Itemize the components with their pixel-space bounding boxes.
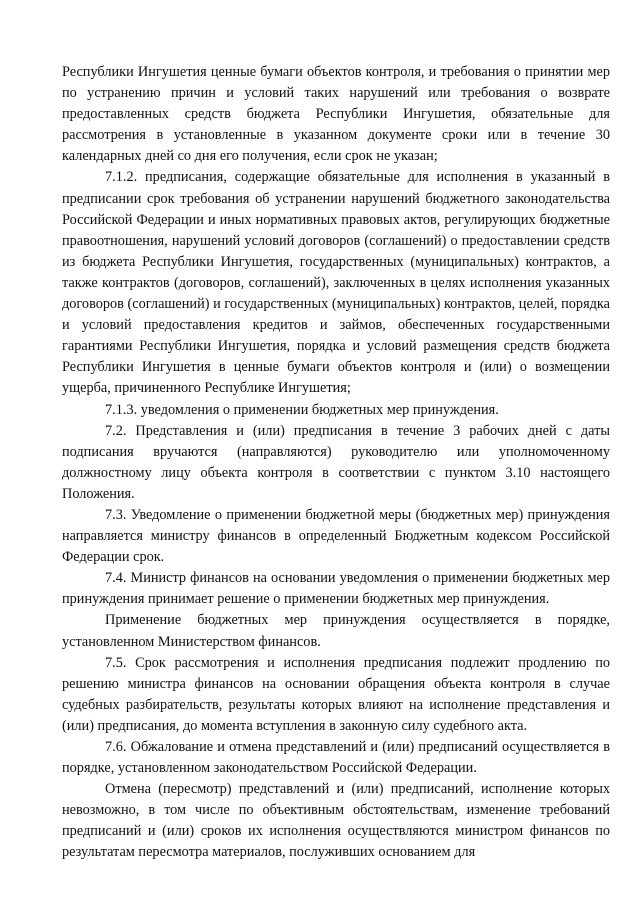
paragraph-7-3: 7.3. Уведомление о применении бюджетной меры (бюджетных мер) принуждения направляется министру финансов в определенный Бюджетным кодексом Российской Федерации срок. bbox=[62, 506, 610, 566]
paragraph-7-2: 7.2. Представления и (или) предписания в течение 3 рабочих дней с даты подписания вручаются (направляются) руководителю или уполномоченному должностному лицу объекта контроля в соответствии с пунктом 3.10 настоящего Положения. bbox=[62, 422, 610, 502]
paragraph-7-6: 7.6. Обжалование и отмена представлений и (или) предписаний осуществляется в порядке, установленном законодательством Российской Федерации. bbox=[62, 739, 610, 777]
paragraph-cancellation: Отмена (пересмотр) представлений и (или) предписаний, исполнение которых невозможно, в том числе по объективным обстоятельствам, изменение требований предписаний и (или) сроков их исполнения осуществляются министром финансов по результатам пересмотра материалов, послуживших основанием для bbox=[62, 781, 610, 861]
paragraph-7-1-3: 7.1.3. уведомления о применении бюджетных мер принуждения. bbox=[105, 401, 499, 418]
paragraph-continuation: Республики Ингушетия ценные бумаги объектов контроля, и требования о принятии мер по устранению причин и условий таких нарушений или требования о возврате предоставленных средств бюджета Республики Ингушетия, обязательные для рассмотрения в установленные в указанном документе сроки или в течение 30 календарных дней со дня его получения, если срок не указан; bbox=[62, 64, 610, 165]
paragraph-7-5: 7.5. Срок рассмотрения и исполнения предписания подлежит продлению по решению министра финансов на основании обращения объекта контроля в случае судебных разбирательств, результаты которых влияют на исполнение представления и (или) предписания, до момента вступления в законную силу судебного акта. bbox=[62, 654, 610, 734]
paragraph-7-4: 7.4. Министр финансов на основании уведомления о применении бюджетных мер принуждения принимает решение о применении бюджетных мер принуждения. bbox=[62, 570, 610, 608]
paragraph-application-order: Применение бюджетных мер принуждения осуществляется в порядке, установленном Министерством финансов. bbox=[62, 612, 610, 650]
document-page bbox=[62, 62, 610, 864]
paragraph-7-1-2: 7.1.2. предписания, содержащие обязательные для исполнения в указанный в предписании срок требования об устранении нарушений бюджетного законодательства Российской Федерации и иных нормативных правовых актов, регулирующих бюджетные правоотношения, нарушений условий договоров (соглашений) о предоставлении средств из бюджета Республики Ингушетия, государственных (муниципальных) контрактов, а также контрактов (договоров, соглашений), заключенных в целях исполнения указанных договоров (соглашений) и государственных (муниципальных) контрактов, целей, порядка и условий предоставления кредитов и займов, обеспеченных государственными гарантиями Республики Ингушетия, порядка и условий размещения средств бюджета Республики Ингушетия в ценные бумаги объектов контроля и (или) о возмещении ущерба, причиненного Республике Ингушетия; bbox=[62, 169, 610, 397]
